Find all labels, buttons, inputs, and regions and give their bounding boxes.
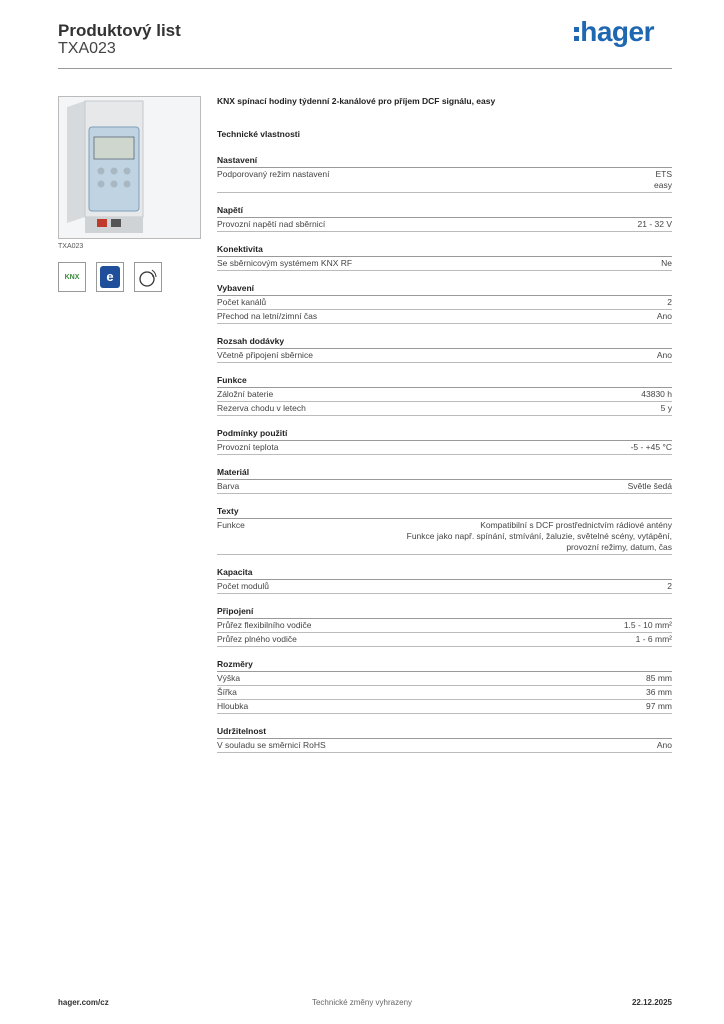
spec-label: Průřez plného vodiče — [217, 634, 297, 644]
svg-text:e: e — [106, 269, 114, 284]
spec-value — [641, 389, 672, 400]
spec-value — [624, 620, 672, 631]
product-image — [58, 96, 201, 239]
spec-section — [217, 155, 672, 193]
spec-row — [217, 619, 672, 633]
spec-value — [667, 297, 672, 308]
spec-value — [657, 350, 672, 361]
product-code: TXA023 — [58, 40, 116, 57]
spec-value — [636, 634, 672, 645]
knx-icon — [58, 262, 86, 292]
spec-value — [646, 687, 672, 698]
spec-label: Rezerva chodu v letech — [217, 403, 306, 413]
footer-website: hager.com/cz — [58, 998, 109, 1007]
spec-section — [217, 567, 672, 594]
spec-row — [217, 388, 672, 402]
spec-value — [654, 169, 672, 191]
spec-label: Průřez flexibilního vodiče — [217, 620, 312, 630]
spec-label: Přechod na letní/zimní čas — [217, 311, 318, 321]
section-title: Rozsah dodávky — [217, 336, 672, 349]
section-title: Vybavení — [217, 283, 672, 296]
spec-sheet — [217, 96, 672, 753]
spec-value-line: Ne — [661, 258, 672, 268]
spec-row — [217, 686, 672, 700]
section-title: Připojení — [217, 606, 672, 619]
spec-value-line: 21 - 32 V — [637, 219, 672, 229]
spec-label: V souladu se směrnicí RoHS — [217, 740, 326, 750]
spec-value — [407, 520, 672, 553]
spec-value-line: Ano — [656, 350, 672, 360]
spec-value — [646, 673, 672, 684]
spec-label: Počet kanálů — [217, 297, 267, 307]
spec-value — [667, 581, 672, 592]
spec-row — [217, 672, 672, 686]
spec-row — [217, 480, 672, 494]
spec-label: Funkce — [217, 520, 245, 530]
spec-label: Výška — [217, 673, 241, 683]
spec-row — [217, 580, 672, 594]
spec-label: Včetně připojení sběrnice — [217, 350, 313, 360]
spec-value — [631, 442, 672, 453]
spec-section — [217, 244, 672, 271]
hager-logo — [574, 16, 654, 48]
section-title: Nastavení — [217, 155, 672, 168]
spec-row — [217, 700, 672, 714]
spec-row — [217, 310, 672, 324]
spec-value-line: easy — [654, 180, 672, 190]
spec-section — [217, 467, 672, 494]
spec-row — [217, 168, 672, 193]
spec-value — [661, 403, 672, 414]
spec-value-line: provozní režimy, datum, čas — [566, 542, 672, 552]
logo-dots-icon — [574, 23, 579, 45]
spec-section — [217, 506, 672, 555]
spec-value-line: ETS — [655, 169, 672, 179]
section-title: Materiál — [217, 467, 672, 480]
image-caption: TXA023 — [58, 243, 84, 250]
product-title: KNX spínací hodiny týdenní 2-kanálové pro příjem DCF signálu, easy — [217, 96, 496, 106]
section-title: Rozměry — [217, 659, 672, 672]
knx-badge-label: KNX — [64, 273, 80, 281]
spec-row — [217, 441, 672, 455]
spec-value-line: 1 - 6 mm² — [635, 634, 672, 644]
section-title: Podmínky použití — [217, 428, 672, 441]
spec-row — [217, 402, 672, 416]
spec-section — [217, 375, 672, 416]
spec-section — [217, 205, 672, 232]
spec-value-line: Ano — [656, 311, 672, 321]
spec-label: Hloubka — [217, 701, 249, 711]
footer-note: Technické změny vyhrazeny — [311, 998, 413, 1007]
spec-value-line: 85 mm — [646, 673, 672, 683]
section-title: Funkce — [217, 375, 672, 388]
spec-value-line: Funkce jako např. spínání, stmívání, žaluzie, světelné scény, vytápění, — [406, 531, 672, 541]
spec-section — [217, 659, 672, 714]
section-title: Napětí — [217, 205, 672, 218]
header-divider — [58, 68, 672, 69]
footer-date: 22.12.2025 — [631, 998, 672, 1007]
tech-properties-heading: Technické vlastnosti — [217, 129, 300, 139]
spec-label: Šířka — [217, 687, 237, 697]
spec-row — [217, 633, 672, 647]
page-title: Produktový list — [58, 21, 181, 40]
spec-value-line: 1.5 - 10 mm² — [623, 620, 672, 630]
easy-icon — [96, 262, 124, 292]
spec-row — [217, 349, 672, 363]
spec-value-line: Světle šedá — [627, 481, 672, 491]
spec-value-line: 5 y — [660, 403, 672, 413]
spec-value-line: Ano — [656, 740, 672, 750]
spec-value — [657, 311, 672, 322]
section-title: Udržitelnost — [217, 726, 672, 739]
spec-row — [217, 257, 672, 271]
spec-value-line: -5 - +45 °C — [630, 442, 672, 452]
spec-value — [646, 701, 672, 712]
logo-text: hager — [580, 16, 654, 47]
spec-value — [661, 258, 672, 269]
spec-label: Podporovaný režim nastavení — [217, 169, 330, 179]
spec-value-line: 97 mm — [646, 701, 672, 711]
spec-value-line: 2 — [667, 581, 672, 591]
section-title: Texty — [217, 506, 672, 519]
spec-row — [217, 218, 672, 232]
spec-label: Počet modulů — [217, 581, 269, 591]
spec-row — [217, 296, 672, 310]
spec-label: Provozní napětí nad sběrnicí — [217, 219, 326, 229]
spec-label: Se sběrnicovým systémem KNX RF — [217, 258, 353, 268]
spec-label: Provozní teplota — [217, 442, 279, 452]
spec-section — [217, 283, 672, 324]
section-title: Kapacita — [217, 567, 672, 580]
spec-value — [628, 481, 672, 492]
spec-label: Barva — [217, 481, 240, 491]
spec-section — [217, 336, 672, 363]
spec-value-line: 2 — [667, 297, 672, 307]
spec-label: Záložní baterie — [217, 389, 274, 399]
spec-section — [217, 606, 672, 647]
spec-section — [217, 726, 672, 753]
section-title: Konektivita — [217, 244, 672, 257]
spec-row — [217, 519, 672, 555]
dcf-antenna-icon — [134, 262, 162, 292]
spec-value-line: 36 mm — [646, 687, 672, 697]
spec-value — [657, 740, 672, 751]
spec-value-line: 43830 h — [641, 389, 672, 399]
spec-section — [217, 428, 672, 455]
spec-value — [638, 219, 673, 230]
spec-value-line: Kompatibilní s DCF prostřednictvím rádiové antény — [480, 520, 672, 530]
spec-row — [217, 739, 672, 753]
